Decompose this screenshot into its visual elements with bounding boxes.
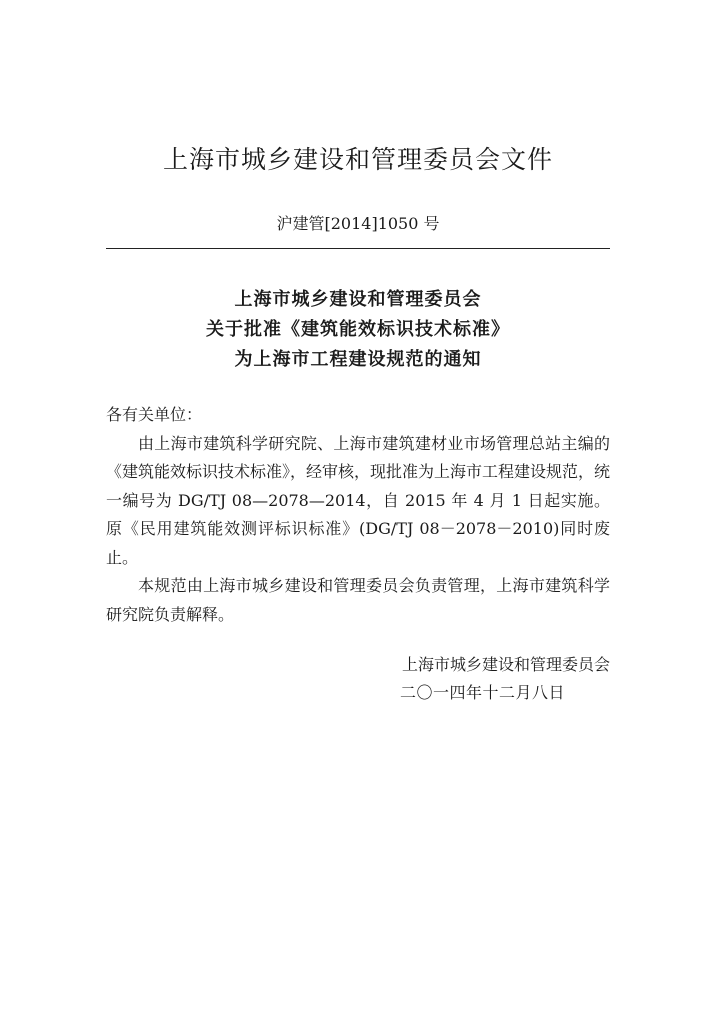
title-line-1: 上海市城乡建设和管理委员会 [234,289,482,310]
salutation: 各有关单位： [106,405,203,424]
signoff-date: 二〇一四年十二月八日 [400,683,566,702]
title-line-3: 为上海市工程建设规范的通知 [234,349,482,370]
notice-body [106,401,610,629]
notice-title [0,285,716,375]
document-number: 沪建管[2014]1050 号 [276,214,440,233]
header-divider [106,248,610,249]
title-line-2: 关于批准《建筑能效标识技术标准》 [206,319,510,340]
body-paragraph-2: 本规范由上海市城乡建设和管理委员会负责管理，上海市建筑科学研究院负责解释。 [106,576,610,624]
issuer-heading: 上海市城乡建设和管理委员会文件 [162,145,553,174]
signoff-organization: 上海市城乡建设和管理委员会 [401,655,610,674]
body-paragraph-1: 由上海市建筑科学研究院、上海市建筑建材业市场管理总站主编的《建筑能效标识技术标准》，经审核，现批准为上海市工程建设规范，统一编号为 DG/TJ 08—2078—2014，自 2015 年 4 月 1 日起实施。原《民用建筑能效测评标识标准》(DG/TJ 08－2078－2010)同时废止。 [106,433,611,567]
